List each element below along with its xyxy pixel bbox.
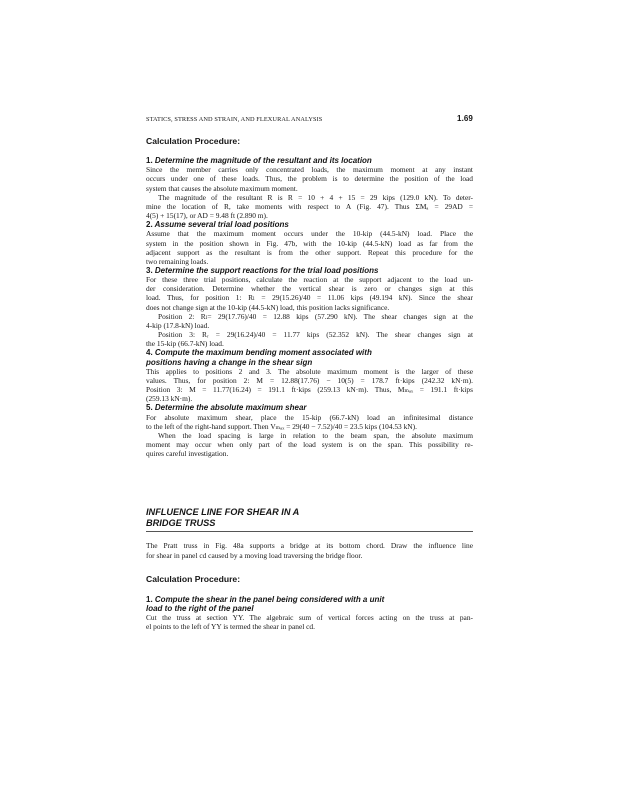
step-number: 1. xyxy=(146,594,153,604)
paragraph-line: system that causes the absolute maximum moment. xyxy=(146,183,298,193)
paragraph-line: Since the member carries only concentrated loads, the maximum moment at any instant xyxy=(146,165,473,175)
procedure-heading: Calculation Procedure: xyxy=(146,136,241,146)
paragraph-line: 4-kip (17.8-kN) load. xyxy=(146,320,210,330)
paragraph-line: quires careful investigation. xyxy=(146,449,229,459)
step-number: 2. xyxy=(146,220,153,230)
paragraph-line: 4(5) + 15(17), or AD = 9.48 ft (2.890 m). xyxy=(146,210,268,220)
paragraph-line: el points to the left of YY is termed the shear in panel cd. xyxy=(146,622,315,632)
paragraph-line: der consideration. Determine whether the vertical shear is zero or changes sign at this xyxy=(146,284,473,294)
paragraph-line: for shear in panel cd caused by a moving load traversing the bridge floor. xyxy=(146,550,363,560)
step-heading xyxy=(146,595,473,604)
step-title-continued: load to the right of the panel xyxy=(146,603,254,613)
step-title: Compute the maximum bending moment associated with xyxy=(154,348,372,358)
section-title xyxy=(146,507,473,532)
step-heading xyxy=(146,403,473,412)
paragraph-line: load. Thus, for position 1: Rₗ = 29(15.26)/40 = 11.06 kips (49.194 kN). Since the shear xyxy=(146,293,473,303)
step-number: 4. xyxy=(146,348,153,358)
paragraph-line: The Pratt truss in Fig. 48a supports a bridge at its bottom chord. Draw the influence line xyxy=(146,541,473,551)
step-title: Determine the absolute maximum shear xyxy=(154,403,307,413)
page-content xyxy=(146,136,473,631)
step-heading xyxy=(146,220,473,229)
paragraph-line: the 15-kip (66.7-kN) load. xyxy=(146,339,224,349)
paragraph-line: Assume that the maximum moment occurs under the 10-kip (44.5-kN) load. Place the xyxy=(146,229,473,239)
running-head xyxy=(146,114,473,123)
step-number: 3. xyxy=(146,265,153,275)
step-title: Determine the support reactions for the trial load positions xyxy=(154,265,379,275)
paragraph-line: When the load spacing is large in relation to the beam span, the absolute maximum xyxy=(158,430,473,440)
paragraph-line: adjacent support as the resultant is from the other support. Repeat this procedure for the xyxy=(146,247,473,257)
section-title-line: INFLUENCE LINE FOR SHEAR IN A xyxy=(146,507,300,518)
paragraph-line: two remaining loads. xyxy=(146,256,209,266)
step-number: 5. xyxy=(146,403,153,413)
procedure-heading: Calculation Procedure: xyxy=(146,573,241,584)
step-heading xyxy=(146,266,473,275)
paragraph-line: moment may occur when only part of the load system is on the span. This possibility re- xyxy=(146,440,473,450)
running-head-title: STATICS, STRESS AND STRAIN, AND FLEXURAL ANALYSIS xyxy=(146,116,323,123)
section-title-line: BRIDGE TRUSS xyxy=(146,518,216,529)
paragraph-line: Cut the truss at section YY. The algebraic sum of vertical forces acting on the truss at pan- xyxy=(146,613,473,623)
paragraph-line: Position 3: Rᵣ = 29(16.24)/40 = 11.77 kips (52.352 kN). The shear changes sign at xyxy=(158,330,473,340)
paragraph-line: does not change sign at the 10-kip (44.5-kN) load, this position lacks significance. xyxy=(146,302,390,312)
paragraph-line: The magnitude of the resultant R is R = 10 + 4 + 15 = 29 kips (129.0 kN). To deter- xyxy=(158,192,473,202)
page-number: 1.69 xyxy=(457,114,473,123)
paragraph-line: Position 2: Rₗ= 29(17.76)/40 = 12.88 kips (57.290 kN). The shear changes sign at the xyxy=(158,311,473,321)
paragraph-line: For these three trial positions, calculate the reaction at the support adjacent to the load un- xyxy=(146,275,473,285)
paragraph-line: Position 3: M = 11.77(16.24) = 191.1 ft·kips (259.13 kN·m). Thus, Mₘₐₓ = 191.1 ft·kips xyxy=(146,385,473,395)
step-heading xyxy=(146,348,473,357)
paragraph-line: system in the position shown in Fig. 47b, with the 10-kip (44.5-kN) load as far from the xyxy=(146,238,473,248)
paragraph-line: This applies to positions 2 and 3. The absolute maximum moment is the larger of these xyxy=(146,366,473,376)
paragraph-line: mine the location of R, take moments with respect to A (Fig. 47). Thus ΣMₐ = 29AD = xyxy=(146,201,473,211)
step-title: Compute the shear in the panel being considered with a unit xyxy=(154,594,385,604)
step-title: Determine the magnitude of the resultant and its location xyxy=(154,156,372,165)
paragraph-line: (259.13 kN·m). xyxy=(146,394,193,404)
step-heading xyxy=(146,156,473,165)
section-intro xyxy=(146,541,473,559)
step-title: Assume several trial load positions xyxy=(154,220,289,230)
paragraph-line: For absolute maximum shear, place the 15-kip (66.7-kN) load an infinitesimal distance xyxy=(146,412,473,422)
step-number: 1. xyxy=(146,156,153,165)
paragraph-line: values. Thus, for position 2: M = 12.88(17.76) − 10(5) = 178.7 ft·kips (242.32 kN·m). xyxy=(146,375,473,385)
paragraph-line: occurs under one of these loads. Thus, the problem is to determine the position of the load xyxy=(146,174,473,184)
step-title-continued: positions having a change in the shear sign xyxy=(146,357,313,367)
paragraph-line: to the left of the right-hand support. Then Vₘₐₓ = 29(40 − 7.52)/40 = 23.5 kips (104.53 kN). xyxy=(146,421,417,431)
